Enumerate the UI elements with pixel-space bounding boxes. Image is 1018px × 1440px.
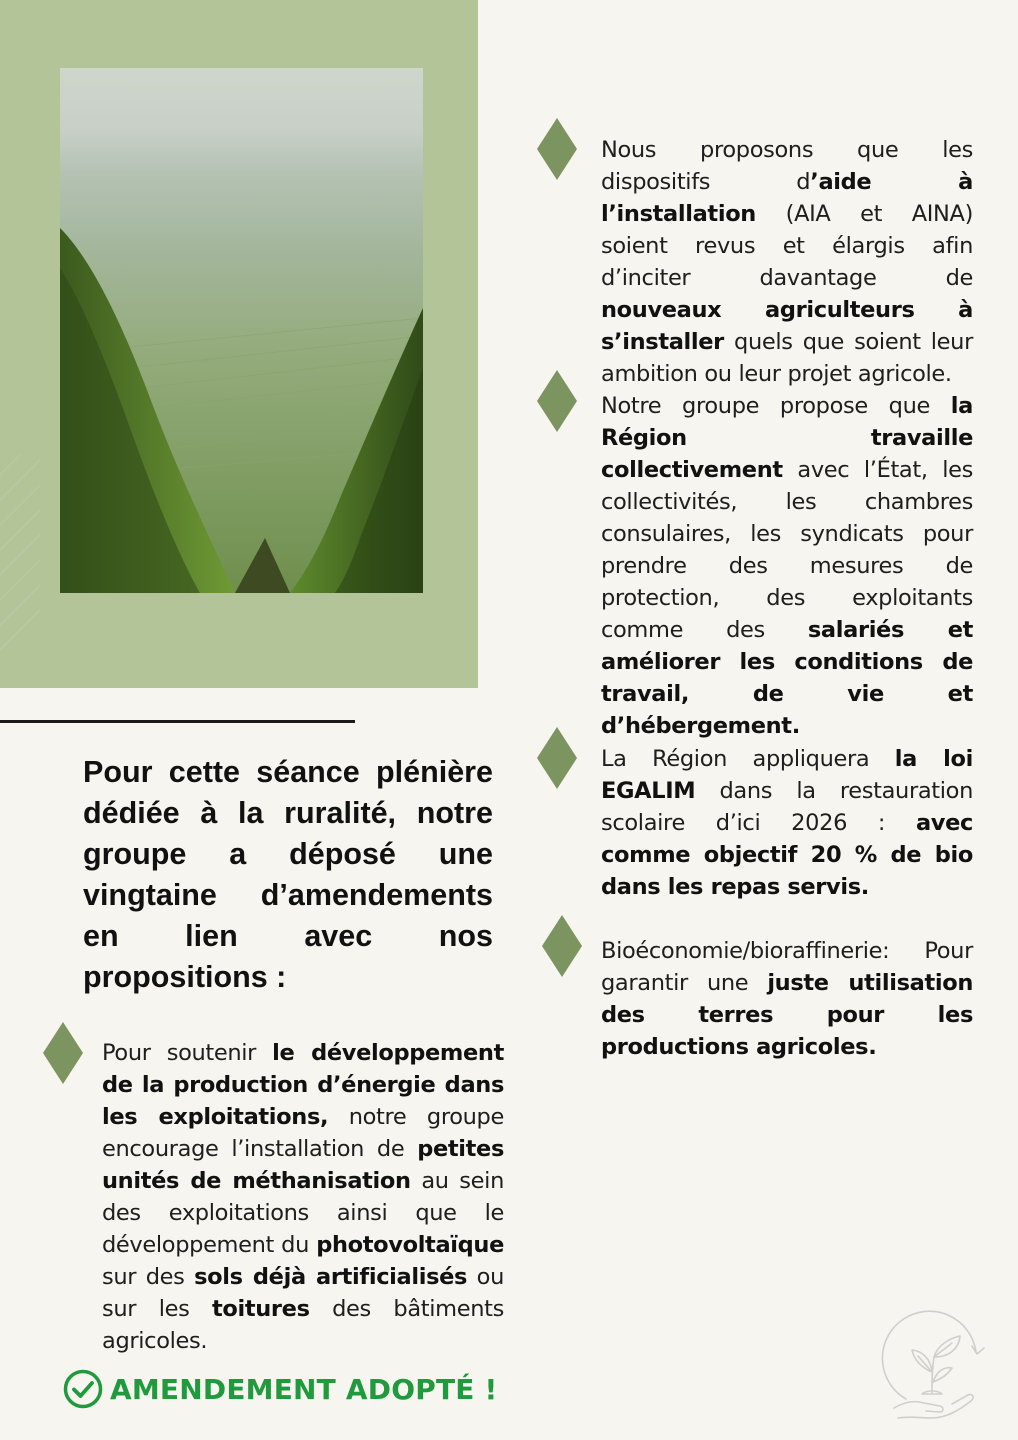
diamond-bullet-icon [43, 1022, 83, 1084]
diamond-bullet-icon [537, 370, 577, 432]
hatch-decoration [0, 455, 40, 650]
intro-heading: Pour cette séance plénière dédiée à la ruralité, notre groupe a déposé une vingtaine d’amendements en lien avec nos propositions : [83, 755, 493, 994]
check-circle-icon [63, 1369, 103, 1409]
bullet-installation-aid: Nous proposons que les dispositifs d’aide à l’installation (AIA et AINA) soient revus et élargis afin d’inciter davantage de nouveaux agriculteurs à s’installer quels que soient leur ambition ou leur projet agricole. [601, 137, 973, 387]
diamond-bullet-icon [537, 118, 577, 180]
bullet-methanisation: Pour soutenir le développement de la production d’énergie dans les exploitations, notre groupe encourage l’installation de petites unités de méthanisation au sein des exploitations ainsi que le développement du photovoltaïque sur des sols déjà artificialisés ou sur les toitures des bâtiments agricoles. [102, 1040, 504, 1354]
bullet-egalim: La Région appliquera la loi EGALIM dans la restauration scolaire d’ici 2026 : avec comme objectif 20 % de bio dans les repas servis. [601, 746, 973, 900]
section-rule [0, 720, 355, 723]
adopted-label: AMENDEMENT ADOPTÉ ! [110, 1372, 498, 1406]
bullet-collective-work: Notre groupe propose que la Région travaille collectivement avec l’État, les collectivités, les chambres consulaires, les syndicats pour prendre des mesures de protection, des exploitants comme des salariés et améliorer les conditions de travail, de vie et d’hébergement. [601, 393, 974, 739]
diamond-bullet-icon [537, 727, 577, 789]
plant-in-hand-icon [876, 1302, 988, 1430]
bullet-bioeconomy: Bioéconomie/bioraffinerie: Pour garantir une juste utilisation des terres pour les productions agricoles. [601, 938, 974, 1060]
diamond-bullet-icon [542, 915, 582, 977]
vineyard-photo [60, 68, 423, 593]
amendment-adopted [63, 1368, 498, 1410]
